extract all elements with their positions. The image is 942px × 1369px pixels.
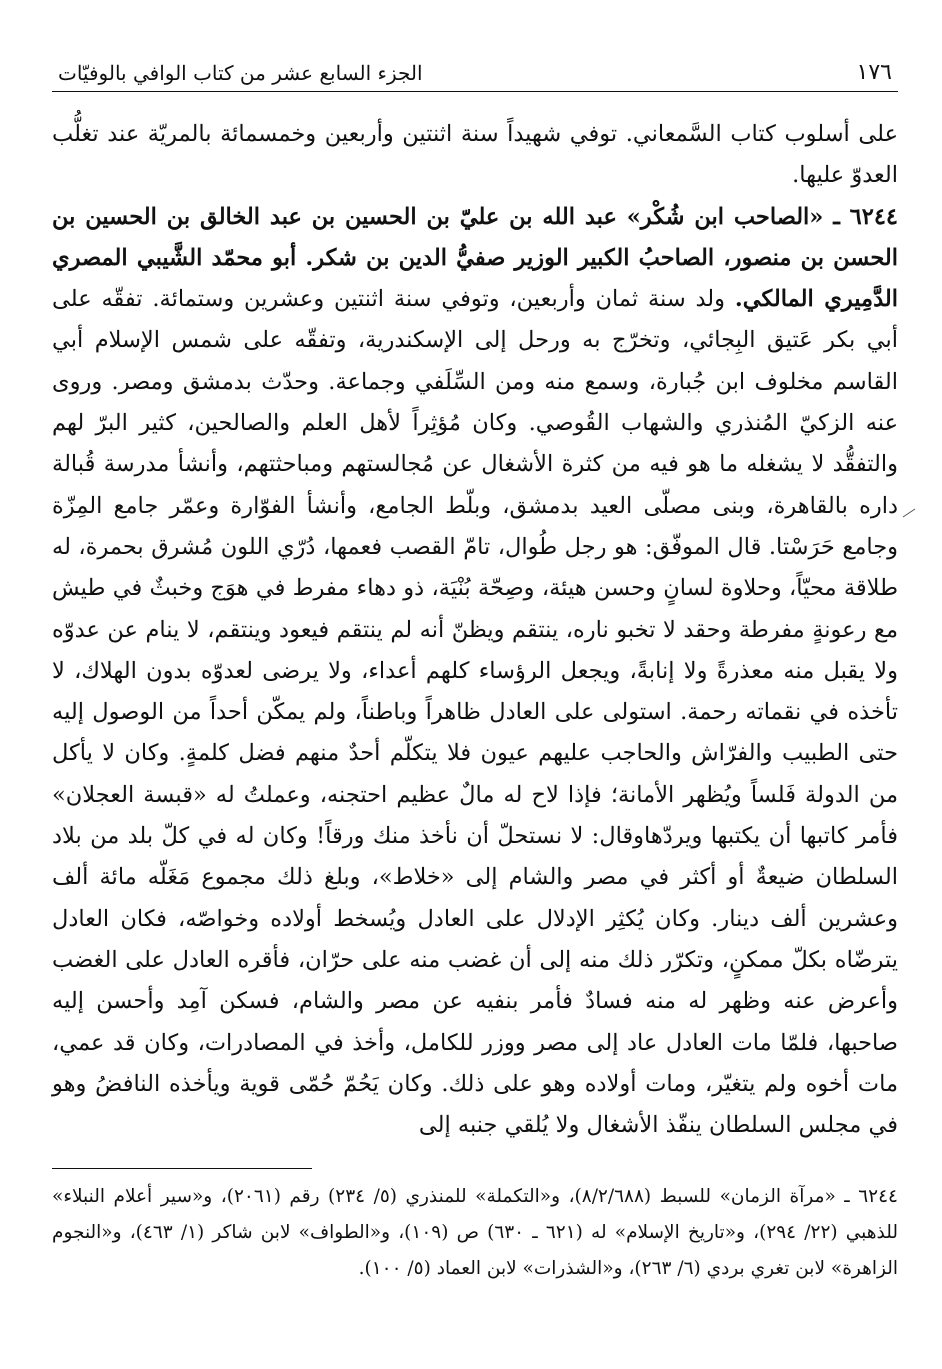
footnote-divider — [52, 1168, 312, 1169]
entry-text: ولد سنة ثمان وأربعين، وتوفي سنة اثنتين وعشرين وستمائة. تفقّه على أبي بكر عَتيق البِجائي، وتخرّج به ورحل إلى الإسكندرية، وتفقّه على شمس الإسلام أبي القاسم مخلوف ابن جُبارة، وسمع منه ومن السِّلَفي وجماعة. وحدّث بدمشق ومصر. وروى عنه الزكيّ المُنذري والشهاب القُوصي. وكان مُؤثِراً لأهل العلم والصالحين، كثير البرّ لهم والتفقُّد لا يشغله ما هو فيه من كثرة الأشغال عن مُجالستهم ومباحثتهم، وأنشأ مدرسة قُبالة داره بالقاهرة، وبنى مصلّى العيد بدمشق، وبلّط الجامع، وأنشأ الفوّارة وعمّر جامع المِزّة وجامع حَرَسْتا. قال الموفّق: هو رجل طُوال، تامّ القصب فعمها، دُرّي اللون مُشرق بحمرة، له طلاقة محيّاً، وحلاوة لسانٍ وحسن هيئة، وصِحّة بُنْيَة، ذو دهاء مفرط في هوَج وخبثٌ في طيش مع رعونةٍ مفرطة وحقد لا تخبو ناره، ينتقم ويظنّ أنه لم ينتقم فيعود وينتقم، لا ينام عن عدوّه ولا يقبل منه معذرةً ولا إنابةً، ويجعل الرؤساء كلهم أعداء، ولا يرضى لعدوّه بدون الهلاك، لا تأخذه في نقماته رحمة. استولى على العادل ظاهراً وباطناً، ولم يمكّن أحداً من الوصول إليه حتى الطبيب والفرّاش والحاجب عليهم عيون فلا يتكلّم أحدٌ منهم فضل كلمةٍ. وكان لا يأكل من الدولة فَلساً ويُظهر الأمانة؛ فإذا لاح له مالٌ عظيم احتجنه، وعملتُ له «قبسة العجلان» فأمر كاتبها أن يكتبها ويردّهاوقال: لا نستحلّ أن نأخذ منك ورقاً! وكان له في كلّ بلد من بلاد السلطان ضيعةٌ أو أكثر في مصر والشام إلى «خلاط»، وبلغ ذلك مجموع مَغَلّه مائة ألف وعشرين ألف دينار. وكان يُكثِر الإدلال على العادل ويُسخط أولاده وخواصّه، فكان العادل يترضّاه بكلّ ممكنٍ، وتكرّر ذلك منه إلى أن غضب منه على حرّان، فأقره العادل على الغضب وأعرض عنه وظهر له منه فسادٌ فأمر بنفيه عن مصر والشام، فسكن آمِد وأحسن إليه صاحبها، فلمّا مات العادل عاد إلى مصر ووزر للكامل، وأخذ في المصادرات، وكان قد عمي، مات أخوه ولم يتغيّر، ومات أولاده وهو على ذلك. وكان يَحُمّ حُمّى قوية ويأخذه النافضُ وهو في مجلس السلطان ينفّذ الأشغال ولا يُلقي جنبه إلى — [52, 286, 898, 1139]
main-text — [52, 114, 898, 1146]
footnotes — [52, 1179, 898, 1287]
footnote-6244: ٦٢٤٤ ـ «مرآة الزمان» للسبط (٨/٢/٦٨٨)، و«التكملة» للمنذري (٥/ ٢٣٤) رقم (٢٠٦١)، و«سير أعلام النبلاء» للذهبي (٢٢/ ٢٩٤)، و«تاريخ الإسلام» له (٦٢١ ـ ٦٣٠) ص (١٠٩)، و«الطواف» لابن شاكر (١/ ٤٦٣)، و«النجوم الزاهرة» لابن تغري بردي (٦/ ٢٦٣)، و«الشذرات» لابن العماد (٥/ ١٠٠). — [52, 1186, 898, 1280]
book-page — [52, 40, 898, 1340]
running-title: الجزء السابع عشر من كتاب الوافي بالوفيّات — [58, 61, 423, 85]
running-head — [52, 40, 898, 92]
margin-mark — [902, 508, 916, 518]
entry-heading: ٦٢٤٤ ـ «الصاحب ابن شُكْر» عبد الله بن عليّ بن الحسين بن عبد الخالق بن الحسين بن الحسن بن منصور، الصاحبُ الكبير الوزير صفيُّ الدين بن شكر. أبو محمّد الشَّيبي المصري الدَّمِيري المالكي. — [52, 203, 898, 313]
biography-entry — [52, 197, 898, 1147]
continuation-paragraph: على أسلوب كتاب السَّمعاني. توفي شهيداً سنة اثنتين وأربعين وخمسمائة بالمريّة عند تغلُّب العدوّ عليها. — [52, 121, 898, 189]
page-number: ١٧٦ — [856, 60, 892, 85]
